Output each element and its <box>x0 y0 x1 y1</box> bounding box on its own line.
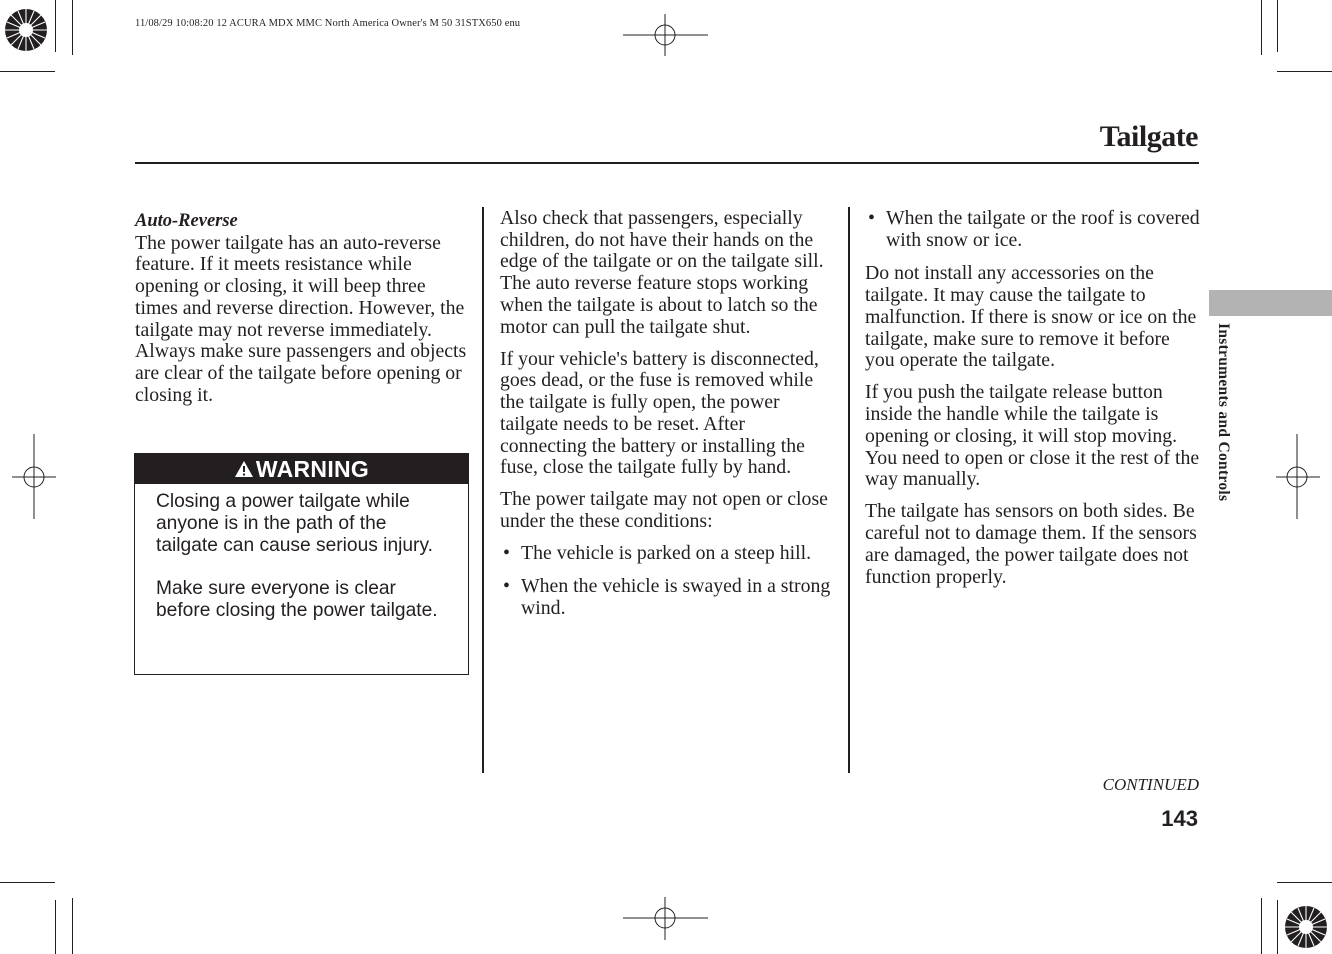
registration-target-icon <box>1284 905 1328 949</box>
bullet-icon: • <box>503 575 510 598</box>
paragraph: The tailgate has sensors on both sides. Be careful not to damage them. If the sensors are damaged, the power tailgate does not function properly. <box>865 500 1197 588</box>
registration-target-icon <box>4 8 48 52</box>
column-3 <box>865 208 1200 599</box>
bullet-list <box>500 543 835 619</box>
paragraph: Also check that passengers, especially children, do not have their hands on the edge of the tailgate or on the tailgate sill. The auto reverse feature stops working when the tailgate is about to latch so the motor can pull the tailgate shut. <box>500 207 824 338</box>
page-number: 143 <box>1161 806 1198 831</box>
page-title: Tailgate <box>1099 120 1198 153</box>
continued-label: CONTINUED <box>1102 775 1199 794</box>
column-divider <box>848 207 850 773</box>
bullet-icon: • <box>868 207 875 229</box>
warning-triangle-icon <box>234 460 254 478</box>
paragraph: The power tailgate has an auto-reverse feature. If it meets resistance while opening or closing, it will beep three times and reverse direction. However, the tailgate may not reverse immediately. Always make sure passengers and objects are clear of the tailgate before opening or closing it. <box>135 231 467 406</box>
warning-paragraph: Make sure everyone is clear before closing the power tailgate. <box>156 578 438 622</box>
paragraph: The power tailgate may not open or close under the these conditions: <box>500 488 828 533</box>
section-tab <box>1209 290 1332 316</box>
section-tab-label: Instruments and Controls <box>1215 323 1232 502</box>
bullet-list <box>865 208 1200 251</box>
list-item-text: When the vehicle is swayed in a strong wind. <box>521 575 831 619</box>
bullet-icon: • <box>503 542 510 565</box>
warning-paragraph: Closing a power tailgate while anyone is in the path of the tailgate can cause serious injury. <box>156 491 433 556</box>
warning-title: WARNING <box>255 455 370 482</box>
paragraph: Do not install any accessories on the tailgate. It may cause the tailgate to malfunction. If there is snow or ice on the tailgate, make sure to remove it before you operate the tailgate. <box>865 262 1197 372</box>
warning-box <box>134 453 469 675</box>
list-item-text: The vehicle is parked on a steep hill. <box>521 542 812 565</box>
list-item <box>500 543 835 565</box>
paragraph: If your vehicle's battery is disconnected, goes dead, or the fuse is removed while the tailgate is fully open, the power tailgate needs to be reset. After connecting the battery or installing the fuse, close the tailgate fully by hand. <box>500 347 819 479</box>
column-divider <box>482 207 484 773</box>
list-item-text: When the tailgate or the roof is covered with snow or ice. <box>886 207 1200 251</box>
column-2 <box>500 208 835 631</box>
list-item <box>865 208 1200 251</box>
title-rule <box>135 162 1199 164</box>
list-item <box>500 576 835 619</box>
column-1 <box>135 208 470 417</box>
warning-header <box>135 454 468 484</box>
paragraph: If you push the tailgate release button inside the handle while the tailgate is opening or closing, it will stop moving. You need to open or close it the rest of the way manually. <box>865 381 1200 491</box>
print-header: 11/08/29 10:08:20 12 ACURA MDX MMC North America Owner's M 50 31STX650 enu <box>135 18 521 29</box>
section-heading: Auto-Reverse <box>135 211 238 231</box>
warning-body <box>135 484 468 622</box>
